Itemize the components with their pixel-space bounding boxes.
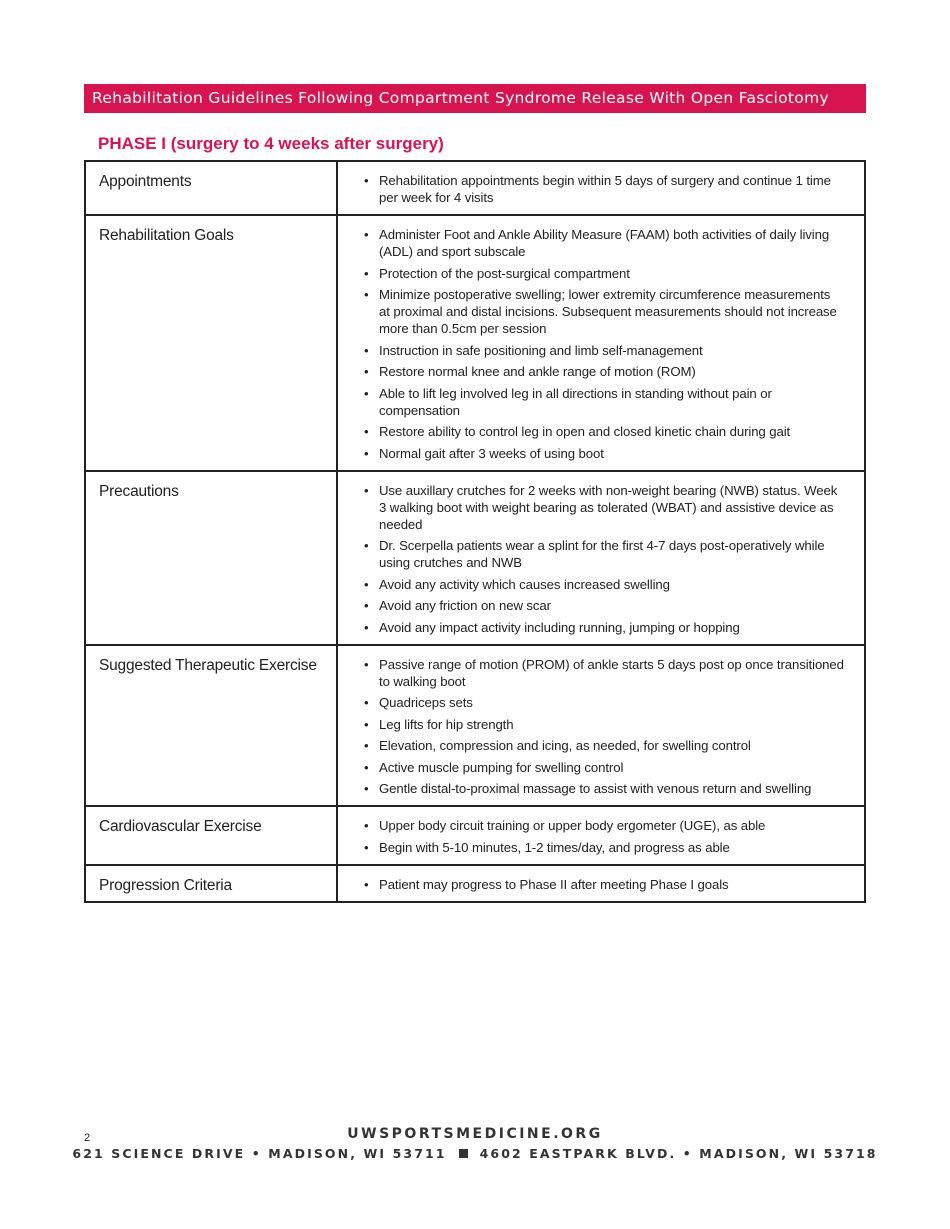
phase-title: PHASE I (surgery to 4 weeks after surgery) bbox=[98, 134, 444, 153]
list-item: • Able to lift leg involved leg in all directions in standing without pain or compensation bbox=[364, 385, 844, 419]
list-item: • Begin with 5-10 minutes, 1-2 times/day, and progress as able bbox=[364, 839, 844, 856]
table-row bbox=[85, 806, 865, 865]
table-row bbox=[85, 865, 865, 902]
list-item: • Administer Foot and Ankle Ability Measure (FAAM) both activities of daily living (ADL) and sport subscale bbox=[364, 226, 844, 260]
row-label: Suggested Therapeutic Exercise bbox=[85, 645, 337, 807]
row-items bbox=[337, 161, 865, 215]
square-separator-icon bbox=[459, 1149, 468, 1158]
guidelines-table bbox=[84, 160, 866, 903]
row-label: Appointments bbox=[85, 161, 337, 215]
row-items bbox=[337, 806, 865, 865]
bullet-list bbox=[364, 226, 844, 462]
document-banner: Rehabilitation Guidelines Following Compartment Syndrome Release With Open Fasciotomy bbox=[84, 84, 866, 113]
row-items bbox=[337, 645, 865, 807]
footer-address-left: 621 SCIENCE DRIVE • MADISON, WI 53711 bbox=[72, 1146, 447, 1161]
row-label: Cardiovascular Exercise bbox=[85, 806, 337, 865]
list-item: • Avoid any activity which causes increased swelling bbox=[364, 576, 844, 593]
list-item: • Active muscle pumping for swelling control bbox=[364, 759, 844, 776]
list-item: • Rehabilitation appointments begin within 5 days of surgery and continue 1 time per week for 4 visits bbox=[364, 172, 844, 206]
list-item: • Minimize postoperative swelling; lower extremity circumference measurements at proximal and distal incisions. Subsequent measurements should not increase more than 0.5cm per session bbox=[364, 286, 844, 337]
list-item: • Elevation, compression and icing, as needed, for swelling control bbox=[364, 737, 844, 754]
list-item: • Protection of the post-surgical compartment bbox=[364, 265, 844, 282]
list-item: • Gentle distal-to-proximal massage to assist with venous return and swelling bbox=[364, 780, 844, 797]
list-item: • Upper body circuit training or upper body ergometer (UGE), as able bbox=[364, 817, 844, 834]
bullet-list bbox=[364, 817, 844, 856]
row-label: Rehabilitation Goals bbox=[85, 215, 337, 471]
list-item: • Restore normal knee and ankle range of motion (ROM) bbox=[364, 363, 844, 380]
row-label: Precautions bbox=[85, 471, 337, 645]
list-item: • Restore ability to control leg in open and closed kinetic chain during gait bbox=[364, 423, 844, 440]
row-items bbox=[337, 471, 865, 645]
row-items bbox=[337, 215, 865, 471]
list-item: • Use auxillary crutches for 2 weeks with non-weight bearing (NWB) status. Week 3 walking boot with weight bearing as tolerated (WBAT) and assistive device as needed bbox=[364, 482, 844, 533]
table-row bbox=[85, 161, 865, 215]
list-item: • Normal gait after 3 weeks of using boot bbox=[364, 445, 844, 462]
bullet-list bbox=[364, 482, 844, 636]
row-label: Progression Criteria bbox=[85, 865, 337, 902]
footer-address-right: 4602 EASTPARK BLVD. • MADISON, WI 53718 bbox=[479, 1146, 878, 1161]
bullet-list bbox=[364, 876, 844, 893]
list-item: • Passive range of motion (PROM) of ankle starts 5 days post op once transitioned to walking boot bbox=[364, 656, 844, 690]
list-item: • Instruction in safe positioning and limb self-management bbox=[364, 342, 844, 359]
page-number: 2 bbox=[84, 1132, 91, 1144]
list-item: • Quadriceps sets bbox=[364, 694, 844, 711]
list-item: • Avoid any friction on new scar bbox=[364, 597, 844, 614]
guidelines-table-body bbox=[85, 161, 865, 902]
list-item: • Dr. Scerpella patients wear a splint for the first 4-7 days post-operatively while using crutches and NWB bbox=[364, 537, 844, 571]
list-item: • Leg lifts for hip strength bbox=[364, 716, 844, 733]
table-row bbox=[85, 645, 865, 807]
list-item: • Avoid any impact activity including running, jumping or hopping bbox=[364, 619, 844, 636]
footer-address bbox=[0, 1146, 950, 1161]
row-items bbox=[337, 865, 865, 902]
bullet-list bbox=[364, 656, 844, 798]
table-row bbox=[85, 215, 865, 471]
footer-site: UWSPORTSMEDICINE.ORG bbox=[347, 1126, 603, 1142]
table-row bbox=[85, 471, 865, 645]
list-item: • Patient may progress to Phase II after meeting Phase I goals bbox=[364, 876, 844, 893]
bullet-list bbox=[364, 172, 844, 206]
